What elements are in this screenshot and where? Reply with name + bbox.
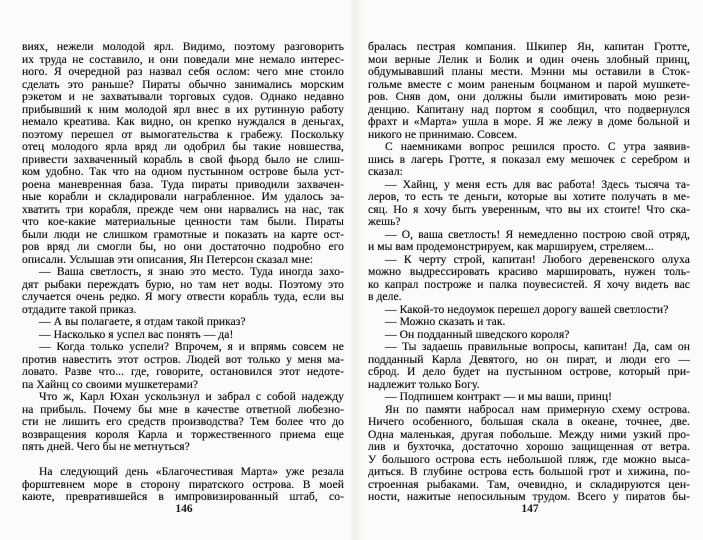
text-line: сти не лишить его средств производства? Тем более что до [22,416,344,428]
text-line: — Какой-то недоумок перешел дорогу вашей светлости? [385,303,669,316]
text-line: С наемниками вопрос решился просто. С утра заявив- [385,141,690,153]
text-line: На следующий день «Благочестивая Марта» уже резала [39,466,344,478]
text-line: надлежит только Богу. [368,378,480,391]
text-line: рэкетом и не захватывали торговых судов. Однако недавно [22,91,344,103]
text-line: строенная рыбаками. Там, очевидно, и складируются цен- [368,478,690,491]
text-line: случается очень редко. Я могу отвести корабль туда, если вы [22,291,344,303]
text-line: отдадите такой приказ. [22,303,137,316]
text-line: У большого острова есть небольшой пляж, где можно выса- [368,453,690,466]
text-line: гольме вместе с моим раненым боцманом и парой мушкете- [368,78,690,91]
text-line: и мы вам продемонстрируем, как маршируем, стреляем... [368,241,654,253]
text-line: бралась пестрая компания. Шкипер Ян, капитан Гротте, [368,41,690,53]
text-line: сказал: [368,166,403,178]
text-line: ров. Сняв дом, они должны были имитировать мою рези- [368,91,690,103]
text-line: роена маневренная база. Туда пираты приводили захвачен- [22,178,344,191]
text-line: шись в лагерь Гротте, я показал ему мешочек с серебром и [368,153,690,166]
right-page-text [368,41,690,504]
text-line: их труда не составило, и они поведали мне немало интерес- [22,53,344,66]
text-line: — Ты задаешь правильные вопросы, капитан! Да, сам он [385,341,690,353]
text-line: пять дней. Чего бы не метнуться? [22,441,190,453]
text-line: отец молодого ярла вряд ли одобрил бы такие новшества, [22,141,344,153]
text-line: обдумывавший планы мести. Мэнни мы оставили в Сток- [368,66,690,78]
text-line: можно выдрессировать красиво маршировать, нужен толь- [368,266,690,278]
text-line: ного. Я очередной раз назвал себя ослом: чего мне стоило [22,66,344,78]
text-line: сброд. И дело будет на пустынном острове, который при- [368,366,690,378]
text-line: прибывший к ним молодой ярл внес в их рутинную работу [22,103,344,116]
text-line: — Можно сказать и так. [385,316,506,328]
text-line: немало креатива. Как видно, он крепко нуждался в деньгах, [22,116,344,128]
text-line: были люди не слишком грамотные и показать на карте ост- [22,228,344,241]
text-line: ные корабли и складировали награбленное. Им удалось за- [22,191,344,203]
text-line: привести захваченный корабль в свой фьорд было не слиш- [22,153,344,166]
text-line: сделать это раньше? Пираты обычно занимались морским [22,78,344,91]
text-line: каюте, превратившейся в импровизированный штаб, со- [22,491,344,503]
text-line: на прибыль. Почему бы мне в качестве ответной любезно- [22,403,344,416]
text-line: Одна маленькая, другая побольше. Между ними узкий про- [368,428,690,441]
left-page-text [22,41,344,504]
text-line: форштевнем море в сторону пиратского острова. В моей [22,478,344,491]
text-line: мои верные Лелик и Болик и один очень злобный принц, [368,53,690,66]
text-line: дят рыбаки переждать бурю, но там нет воды. Поэтому это [22,278,344,291]
text-line: поэтому перешел от вымогательства к грабежу. Поскольку [22,128,344,141]
text-line: па Хайнц со своими мушкетерами? [22,378,199,391]
text-line: леров, то есть те деньги, которые вы хотите получать в ме- [368,191,690,203]
text-line: лив и бухточка, достаточно хорошо защищенная от ветра. [368,441,690,453]
text-line: — О, ваша светлость! Я немедленно построю свой отряд, [385,228,690,241]
text-line: подданный Карла Девятого, но он пират, и люди его — [368,353,690,366]
text-line: ности, нажитые непосильным трудом. Всего у пиратов бы- [368,491,690,503]
page-number-left: 146 [175,503,193,515]
book-gutter [348,0,362,540]
text-line: — Он подданный шведского короля? [385,328,570,341]
text-line: — Хайнц, у меня есть для вас работа! Здесь тысяча та- [385,178,690,191]
text-line: диться. В глубине острова есть большой грот и хижина, по- [368,466,690,478]
text-line: ком удобно. Так что на одном пустынном острове была уст- [22,166,344,178]
text-line: фрахт и «Марта» ушла в море. Я же лежу в доме больной и [368,116,690,128]
text-line: в деле. [368,291,402,303]
text-line: ров вряд ли смогли бы, но они достаточно подробно его [22,241,344,253]
text-line: Ничего особенного, большая скала в океане, точнее, две. [368,416,690,428]
text-line: — Когда только успели? Впрочем, я и впрямь совсем не [39,341,344,353]
text-line: сяц. Но я хочу быть уверенным, что вы их стоите! Что ска- [368,203,690,216]
text-line: денцию. Капитану над портом я сообщил, что подвернулся [368,103,690,116]
text-line: никого не принимаю. Совсем. [368,128,518,141]
text-line: — Подпишем контракт — и мы ваши, принц! [385,391,613,403]
page-number-right: 147 [521,503,539,515]
text-line: — К черту строй, капитан! Любого деревенского олуха [385,253,690,266]
text-line: ловато. Разве что... где, говорите, остановился этот недоте- [22,366,344,378]
text-line: ко капрал построже и палка поувесистей. Я хочу видеть вас [368,278,690,291]
text-line: жешь? [368,216,401,228]
text-line: — Ваша светлость, я знаю это место. Туда иногда захо- [39,266,344,278]
text-line: виях, нежели молодой ярл. Видимо, поэтому разговорить [22,41,344,53]
text-line: Ян по памяти набросал нам примерную схему острова. [385,403,690,416]
text-line: Что ж, Карл Юхан ускользнул и забрал с собой надежду [39,391,344,403]
text-line: — Насколько я успел вас понять — да! [39,328,234,341]
text-line: — А вы полагаете, я отдам такой приказ? [39,316,246,328]
text-line: что кое-какие материальные ценности там были. Пираты [22,216,344,228]
paragraph-break [22,454,344,467]
text-line: возвращения короля Карла и торжественного приема еще [22,428,344,441]
text-line: хватить три корабля, прежде чем они нарвались на нас, так [22,203,344,216]
text-line: описали. Услышав эти описания, Ян Петерсон сказал мне: [22,253,314,266]
text-line: против навестить этот остров. Людей вот только у меня ма- [22,353,344,366]
